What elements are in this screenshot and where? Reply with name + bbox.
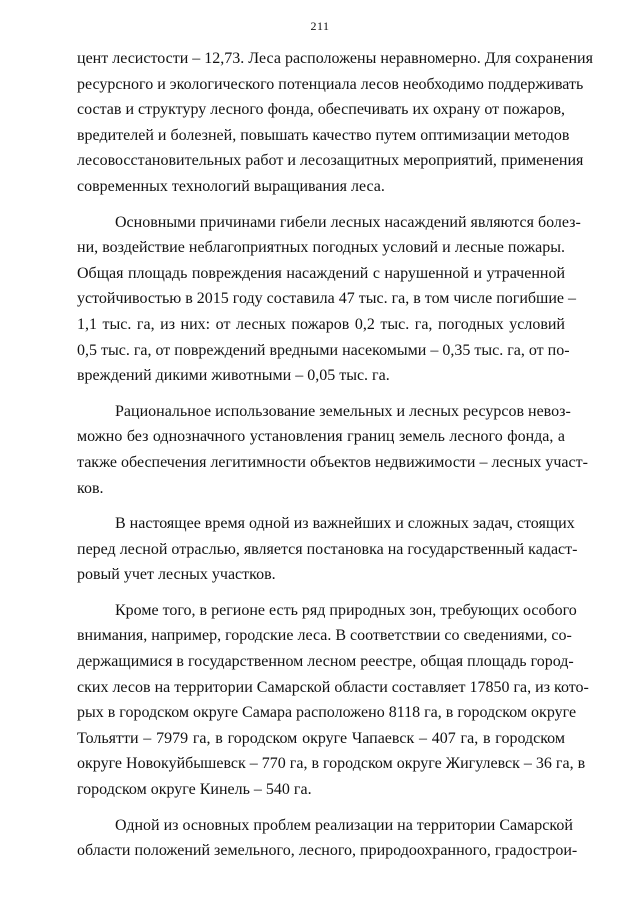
paragraph [77, 813, 578, 864]
paragraph [77, 511, 578, 588]
text-line: Кроме того, в регионе есть ряд природных зон, требующих особого [115, 601, 577, 619]
text-line: современных технологий выращивания леса. [77, 177, 385, 195]
text-line: перед лесной отраслью, является постановка на государственный кадаст- [77, 540, 578, 558]
text-line: 0,5 тыс. га, от повреждений вредными насекомыми – 0,35 тыс. га, от по- [77, 341, 570, 359]
paragraph [77, 210, 581, 389]
text-line: ских лесов на территории Самарской области составляет 17850 га, из кото- [77, 678, 589, 696]
text-line: вредителей и болезней, повышать качество путем оптимизации методов [77, 126, 570, 144]
text-line: лесовосстановительных работ и лесозащитных мероприятий, применения [77, 152, 584, 170]
text-line: ков. [77, 479, 104, 497]
text-line: городском округе Кинель – 540 га. [77, 781, 312, 799]
paragraph [77, 399, 588, 501]
text-line: области положений земельного, лесного, природоохранного, градострои- [77, 842, 578, 860]
text-line: округе Новокуйбышевск – 770 га, в городском округе Жигулевск – 36 га, в [77, 755, 586, 773]
page-number: 211 [310, 19, 330, 33]
paragraph [77, 46, 593, 200]
text-line: В настоящее время одной из важнейших и сложных задач, стоящих [115, 515, 575, 533]
document-body [77, 46, 593, 874]
text-line: ровый учет лесных участков. [77, 566, 276, 584]
text-line: также обеспечения легитимности объектов недвижимости – лесных участ- [77, 453, 588, 471]
text-line: внимания, например, городские леса. В соответствии со сведениями, со- [77, 627, 572, 645]
text-line: устойчивостью в 2015 году составила 47 тыс. га, в том числе погибшие – [77, 290, 577, 308]
text-line: Общая площадь повреждения насаждений с нарушенной и утраченной [77, 264, 565, 282]
text-line: ресурсного и экологического потенциала лесов необходимо поддерживать [77, 75, 584, 93]
text-line: Тольятти – 7979 га, в городском округе Чапаевск – 407 га, в городском [77, 729, 565, 747]
text-line: Одной из основных проблем реализации на территории Самарской [115, 816, 573, 834]
text-line: Основными причинами гибели лесных насаждений являются болез- [115, 213, 581, 231]
text-line: держащимися в государственном лесном реестре, общая площадь город- [77, 653, 574, 671]
text-line: 1,1 тыс. га, из них: от лесных пожаров 0,2 тыс. га, погодных условий [77, 315, 565, 333]
text-line: можно без однозначного установления границ земель лесного фонда, а [77, 428, 565, 446]
paragraph [77, 598, 589, 803]
text-line: вреждений дикими животными – 0,05 тыс. га. [77, 367, 390, 385]
text-line: Рациональное использование земельных и лесных ресурсов невоз- [115, 402, 571, 420]
text-line: состав и структуру лесного фонда, обеспечивать их охрану от пожаров, [77, 101, 565, 119]
text-line: ни, воздействие неблагоприятных погодных условий и лесные пожары. [77, 239, 565, 257]
text-line: цент лесистости – 12,73. Леса расположены неравномерно. Для сохранения [77, 50, 593, 67]
text-line: рых в городском округе Самара расположено 8118 га, в городском округе [77, 704, 577, 722]
